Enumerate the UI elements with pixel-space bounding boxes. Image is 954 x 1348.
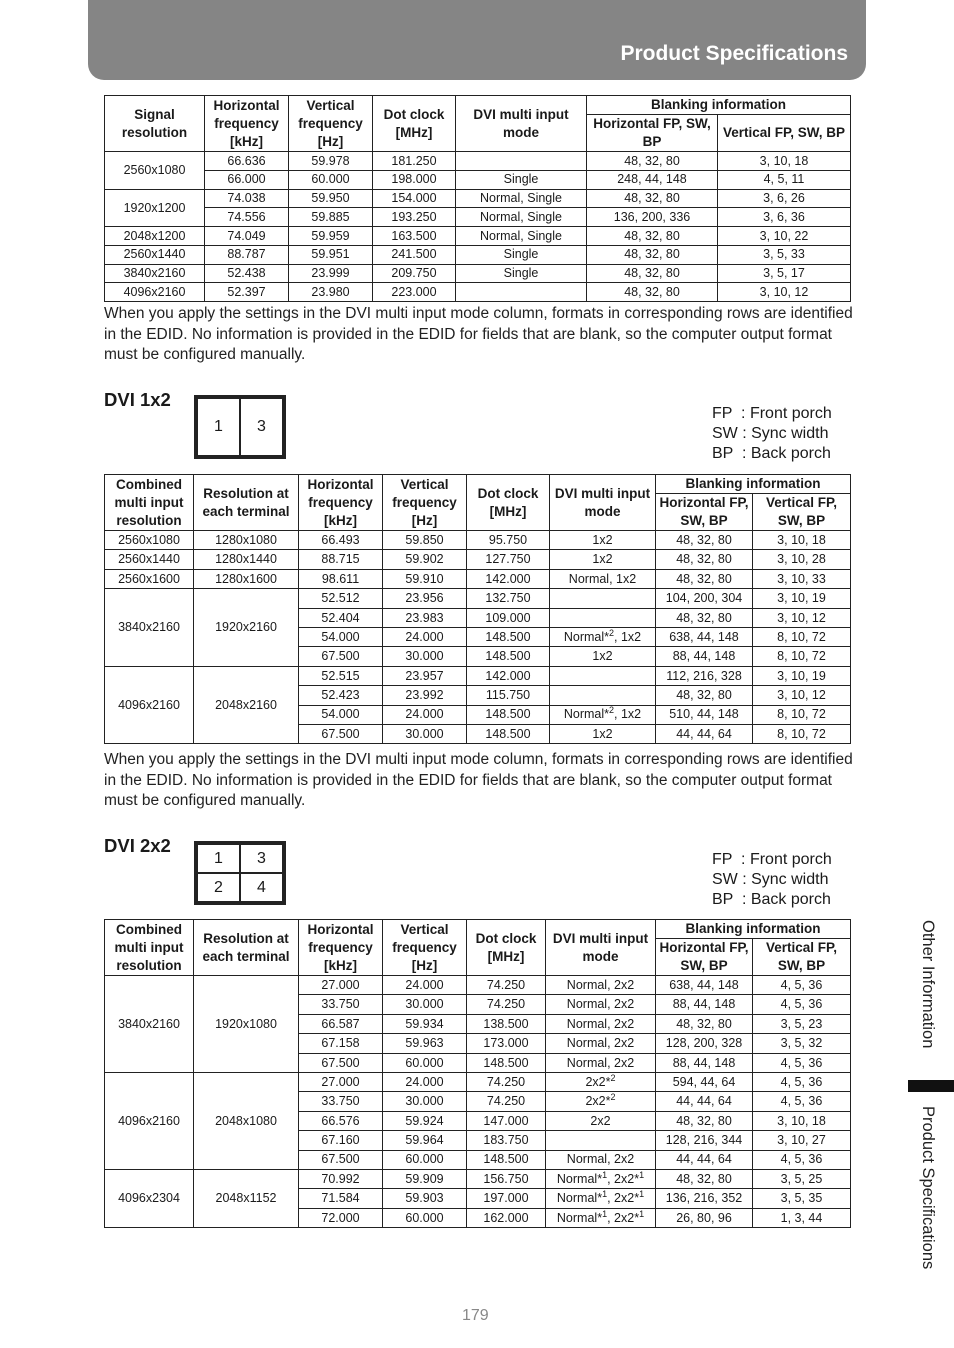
table-row bbox=[105, 283, 851, 302]
terminal-cell: 3 bbox=[240, 844, 283, 873]
table-cell: 95.750 bbox=[467, 531, 550, 550]
col-header: Vertical FP, SW, BP bbox=[753, 939, 851, 976]
table-cell: 3, 5, 25 bbox=[753, 1169, 851, 1188]
table-cell: 4, 5, 36 bbox=[753, 1053, 851, 1072]
legend-bp: BP : Back porch bbox=[712, 891, 831, 908]
footnote-marker: 1 bbox=[602, 1208, 608, 1219]
table-cell: 24.000 bbox=[383, 627, 467, 646]
terminal-cell: 2 bbox=[197, 873, 240, 902]
layout-diagram-1x2 bbox=[194, 395, 286, 459]
table-cell: 148.500 bbox=[467, 1150, 546, 1169]
table-cell: 1920x1200 bbox=[105, 189, 205, 227]
table-cell: 59.850 bbox=[383, 531, 467, 550]
table-cell: 148.500 bbox=[467, 705, 550, 724]
table-cell: 148.500 bbox=[467, 627, 550, 646]
table-cell bbox=[456, 283, 587, 302]
table-cell: Normal, 2x2 bbox=[546, 995, 656, 1014]
table-cell: 1280x1600 bbox=[194, 569, 299, 588]
table-cell: 59.951 bbox=[289, 245, 373, 264]
table-cell: 48, 32, 80 bbox=[587, 152, 718, 171]
side-tab-marker bbox=[908, 1080, 954, 1092]
table-cell: 66.587 bbox=[299, 1014, 383, 1033]
table-cell: 3, 10, 12 bbox=[753, 686, 851, 705]
footnote-marker: 2 bbox=[610, 1092, 616, 1103]
table-cell: Normal*$^1$, 2x2*$^1$ bbox=[546, 1189, 656, 1208]
table-cell: 74.038 bbox=[205, 189, 289, 208]
table-cell: Normal*$^1$, 2x2*$^1$ bbox=[546, 1169, 656, 1188]
table-cell: 70.992 bbox=[299, 1169, 383, 1188]
table-cell: 59.978 bbox=[289, 152, 373, 171]
footnote-marker: 1 bbox=[602, 1189, 608, 1200]
dvi-1x2-table bbox=[104, 474, 851, 744]
legend-sw: SW : Sync width bbox=[712, 871, 829, 888]
legend bbox=[712, 850, 832, 910]
table-cell: 2560x1440 bbox=[105, 245, 205, 264]
table-cell: 248, 44, 148 bbox=[587, 170, 718, 189]
table-cell: 510, 44, 148 bbox=[656, 705, 753, 724]
table-cell: 223.000 bbox=[373, 283, 456, 302]
table-cell: 59.909 bbox=[383, 1169, 467, 1188]
table-cell: 74.049 bbox=[205, 227, 289, 246]
table-cell: 132.750 bbox=[467, 589, 550, 608]
table-cell: 52.397 bbox=[205, 283, 289, 302]
table-cell: 59.924 bbox=[383, 1111, 467, 1130]
table-cell: 8, 10, 72 bbox=[753, 705, 851, 724]
table-cell: 48, 32, 80 bbox=[587, 227, 718, 246]
terminal-cell: 1 bbox=[197, 398, 240, 456]
table-cell: 162.000 bbox=[467, 1208, 546, 1227]
table-cell bbox=[550, 686, 656, 705]
table-cell: 66.636 bbox=[205, 152, 289, 171]
table-cell: 127.750 bbox=[467, 550, 550, 569]
table-cell: 59.964 bbox=[383, 1131, 467, 1150]
table-cell: 67.158 bbox=[299, 1034, 383, 1053]
page-number: 179 bbox=[462, 1307, 489, 1324]
table-cell: 48, 32, 80 bbox=[656, 569, 753, 588]
col-header: Blanking information bbox=[656, 475, 851, 494]
table-cell: 112, 216, 328 bbox=[656, 666, 753, 685]
table-cell: 33.750 bbox=[299, 1092, 383, 1111]
table-cell: 23.999 bbox=[289, 264, 373, 283]
table-cell: 8, 10, 72 bbox=[753, 724, 851, 743]
table-cell: 48, 32, 80 bbox=[656, 1169, 753, 1188]
table-cell: 2048x1152 bbox=[194, 1169, 299, 1227]
table-cell: 59.963 bbox=[383, 1034, 467, 1053]
table-cell: 181.250 bbox=[373, 152, 456, 171]
table-cell: 1x2 bbox=[550, 550, 656, 569]
table-row bbox=[105, 152, 851, 171]
table-cell bbox=[550, 666, 656, 685]
table-cell: 24.000 bbox=[383, 976, 467, 995]
table-row bbox=[105, 170, 851, 189]
table-cell bbox=[456, 152, 587, 171]
col-header: Horizontal FP, SW, BP bbox=[656, 939, 753, 976]
table-row bbox=[105, 208, 851, 227]
table-row bbox=[105, 264, 851, 283]
table-cell: 3, 10, 18 bbox=[753, 531, 851, 550]
table-cell: 30.000 bbox=[383, 1092, 467, 1111]
table-cell: 4096x2304 bbox=[105, 1169, 194, 1227]
col-header: Horizontal frequency [kHz] bbox=[299, 475, 383, 531]
table-cell: 59.902 bbox=[383, 550, 467, 569]
table-row bbox=[105, 589, 851, 608]
table-cell: 74.250 bbox=[467, 1072, 546, 1091]
table-cell: 67.500 bbox=[299, 1053, 383, 1072]
table-cell: 60.000 bbox=[383, 1053, 467, 1072]
table-cell: 3, 5, 23 bbox=[753, 1014, 851, 1033]
table-cell: 2048x2160 bbox=[194, 666, 299, 744]
layout-diagram-2x2 bbox=[194, 841, 286, 905]
table-cell: 59.934 bbox=[383, 1014, 467, 1033]
table-cell: 638, 44, 148 bbox=[656, 976, 753, 995]
signal-table bbox=[104, 95, 851, 302]
col-header: Blanking information bbox=[656, 920, 851, 939]
table-cell: 2560x1080 bbox=[105, 531, 194, 550]
table-cell: 3, 10, 19 bbox=[753, 666, 851, 685]
table-row bbox=[105, 531, 851, 550]
table-cell: Normal, 2x2 bbox=[546, 1053, 656, 1072]
table-cell: 67.500 bbox=[299, 647, 383, 666]
table-cell: 3, 6, 26 bbox=[718, 189, 851, 208]
table-cell: 241.500 bbox=[373, 245, 456, 264]
table-cell: 183.750 bbox=[467, 1131, 546, 1150]
section-title: DVI 2x2 bbox=[104, 835, 171, 856]
table-cell: 52.512 bbox=[299, 589, 383, 608]
table-cell: Normal, 2x2 bbox=[546, 976, 656, 995]
table-cell: 3, 5, 17 bbox=[718, 264, 851, 283]
col-header: Combined multi input resolution bbox=[105, 475, 194, 531]
footnote-marker: 2 bbox=[610, 1072, 616, 1083]
table-row bbox=[105, 550, 851, 569]
table-cell: 48, 32, 80 bbox=[587, 245, 718, 264]
footnote-marker: 2 bbox=[609, 627, 615, 638]
table-cell: 30.000 bbox=[383, 995, 467, 1014]
table-cell: 60.000 bbox=[289, 170, 373, 189]
table-cell: 66.000 bbox=[205, 170, 289, 189]
table-cell: 23.956 bbox=[383, 589, 467, 608]
table-cell: 3, 5, 35 bbox=[753, 1189, 851, 1208]
table-cell: 136, 200, 336 bbox=[587, 208, 718, 227]
table-cell: 3, 5, 32 bbox=[753, 1034, 851, 1053]
table-cell: 2x2 bbox=[546, 1111, 656, 1130]
table-cell: 3, 10, 18 bbox=[753, 1111, 851, 1130]
table-cell: 4, 5, 36 bbox=[753, 1092, 851, 1111]
col-header: Horizontal frequency [kHz] bbox=[299, 920, 383, 976]
table-cell: 1x2 bbox=[550, 647, 656, 666]
table-cell: Normal*$^2$, 1x2 bbox=[550, 627, 656, 646]
table-cell bbox=[546, 1131, 656, 1150]
table-cell: 1920x1080 bbox=[194, 976, 299, 1073]
table-cell: 2560x1600 bbox=[105, 569, 194, 588]
table-cell: 26, 80, 96 bbox=[656, 1208, 753, 1227]
table-cell: 52.423 bbox=[299, 686, 383, 705]
table-cell: 48, 32, 80 bbox=[587, 283, 718, 302]
table-cell: 109.000 bbox=[467, 608, 550, 627]
table-cell: 128, 200, 328 bbox=[656, 1034, 753, 1053]
table-row bbox=[105, 227, 851, 246]
table-cell: 52.515 bbox=[299, 666, 383, 685]
table-cell: 3, 5, 33 bbox=[718, 245, 851, 264]
footnote-marker: 1 bbox=[639, 1189, 645, 1200]
table-cell: 1280x1440 bbox=[194, 550, 299, 569]
table-cell: 59.950 bbox=[289, 189, 373, 208]
table-cell: 4, 5, 36 bbox=[753, 995, 851, 1014]
table-cell: 88.787 bbox=[205, 245, 289, 264]
table-cell: Single bbox=[456, 245, 587, 264]
table-cell: 104, 200, 304 bbox=[656, 589, 753, 608]
col-header: Horizontal FP, SW, BP bbox=[587, 115, 718, 152]
table-cell: 52.404 bbox=[299, 608, 383, 627]
table-cell: 138.500 bbox=[467, 1014, 546, 1033]
table-cell: 2048x1080 bbox=[194, 1072, 299, 1169]
table-cell: Normal, 2x2 bbox=[546, 1034, 656, 1053]
table-cell: 27.000 bbox=[299, 976, 383, 995]
table-cell: 23.983 bbox=[383, 608, 467, 627]
table-cell: 4096x2160 bbox=[105, 666, 194, 744]
terminal-cell: 4 bbox=[240, 873, 283, 902]
edid-note: When you apply the settings in the DVI multi input mode column, formats in corresponding rows are identified in the EDID. No information is provided in the EDID for fields that are blank, so the computer output format must be configured manually. bbox=[104, 751, 853, 809]
table-cell: 3840x2160 bbox=[105, 976, 194, 1073]
table-cell: 3840x2160 bbox=[105, 264, 205, 283]
footnote-marker: 2 bbox=[609, 705, 615, 716]
table-cell: 66.493 bbox=[299, 531, 383, 550]
table-cell: 48, 32, 80 bbox=[656, 686, 753, 705]
table-cell: 136, 216, 352 bbox=[656, 1189, 753, 1208]
table-cell: 59.903 bbox=[383, 1189, 467, 1208]
table-cell: 27.000 bbox=[299, 1072, 383, 1091]
table-cell: Single bbox=[456, 264, 587, 283]
terminal-cell: 1 bbox=[197, 844, 240, 873]
table-cell: 3, 10, 18 bbox=[718, 152, 851, 171]
table-cell: 2x2*$^2$ bbox=[546, 1072, 656, 1091]
table-cell: 142.000 bbox=[467, 666, 550, 685]
table-cell: 147.000 bbox=[467, 1111, 546, 1130]
table-cell: 2560x1080 bbox=[105, 152, 205, 190]
col-header: Combined multi input resolution bbox=[105, 920, 194, 976]
col-header: Dot clock [MHz] bbox=[373, 96, 456, 152]
col-header: Vertical FP, SW, BP bbox=[753, 494, 851, 531]
table-cell: 3, 10, 22 bbox=[718, 227, 851, 246]
table-cell: Normal, Single bbox=[456, 189, 587, 208]
table-cell: 67.500 bbox=[299, 1150, 383, 1169]
table-cell: 197.000 bbox=[467, 1189, 546, 1208]
table-cell: 8, 10, 72 bbox=[753, 647, 851, 666]
table-cell: 54.000 bbox=[299, 627, 383, 646]
table-cell: 24.000 bbox=[383, 705, 467, 724]
table-cell: 60.000 bbox=[383, 1150, 467, 1169]
table-cell: 4, 5, 36 bbox=[753, 1150, 851, 1169]
table-cell bbox=[550, 608, 656, 627]
table-cell: 66.576 bbox=[299, 1111, 383, 1130]
table-cell: 3, 10, 19 bbox=[753, 589, 851, 608]
table-cell: 23.957 bbox=[383, 666, 467, 685]
side-tab-product-specifications: Product Specifications bbox=[919, 1106, 937, 1270]
table-cell: 59.910 bbox=[383, 569, 467, 588]
footnote-marker: 1 bbox=[639, 1169, 645, 1180]
col-header: Dot clock [MHz] bbox=[467, 475, 550, 531]
legend bbox=[712, 404, 832, 464]
table-cell: Normal, 1x2 bbox=[550, 569, 656, 588]
table-cell: 1x2 bbox=[550, 724, 656, 743]
table-cell: Normal*$^2$, 1x2 bbox=[550, 705, 656, 724]
table-cell: 1280x1080 bbox=[194, 531, 299, 550]
col-header: Vertical frequency [Hz] bbox=[289, 96, 373, 152]
legend-sw: SW : Sync width bbox=[712, 425, 829, 442]
col-header: Vertical FP, SW, BP bbox=[718, 115, 851, 152]
legend-fp: FP : Front porch bbox=[712, 405, 832, 422]
terminal-cell: 3 bbox=[240, 398, 283, 456]
table-cell: Normal, 2x2 bbox=[546, 1014, 656, 1033]
table-cell bbox=[550, 589, 656, 608]
table-cell: 54.000 bbox=[299, 705, 383, 724]
dvi-2x2-table bbox=[104, 919, 851, 1228]
table-cell: 173.000 bbox=[467, 1034, 546, 1053]
table-row bbox=[105, 976, 851, 995]
table-cell: 156.750 bbox=[467, 1169, 546, 1188]
table-cell: 209.750 bbox=[373, 264, 456, 283]
table-cell: 48, 32, 80 bbox=[656, 1014, 753, 1033]
table-cell: 154.000 bbox=[373, 189, 456, 208]
table-cell: 2048x1200 bbox=[105, 227, 205, 246]
table-cell: 60.000 bbox=[383, 1208, 467, 1227]
table-row bbox=[105, 1169, 851, 1188]
col-header: Signal resolution bbox=[105, 96, 205, 152]
table-row bbox=[105, 189, 851, 208]
table-cell: Normal*$^1$, 2x2*$^1$ bbox=[546, 1208, 656, 1227]
table-cell: 3, 10, 27 bbox=[753, 1131, 851, 1150]
table-cell: 4, 5, 36 bbox=[753, 1072, 851, 1091]
table-cell: 3, 10, 33 bbox=[753, 569, 851, 588]
page-title: Product Specifications bbox=[620, 42, 848, 65]
table-cell: Normal, Single bbox=[456, 208, 587, 227]
table-cell: 128, 216, 344 bbox=[656, 1131, 753, 1150]
table-row bbox=[105, 666, 851, 685]
side-tab-other-information: Other Information bbox=[919, 920, 937, 1049]
table-cell: 30.000 bbox=[383, 647, 467, 666]
col-header: Vertical frequency [Hz] bbox=[383, 920, 467, 976]
table-cell: 44, 44, 64 bbox=[656, 1150, 753, 1169]
table-cell: 1920x2160 bbox=[194, 589, 299, 667]
table-cell: 48, 32, 80 bbox=[587, 264, 718, 283]
table-cell: Single bbox=[456, 170, 587, 189]
table-cell: 3, 6, 36 bbox=[718, 208, 851, 227]
table-cell: 71.584 bbox=[299, 1189, 383, 1208]
table-cell: 4, 5, 36 bbox=[753, 976, 851, 995]
table-cell: 4096x2160 bbox=[105, 1072, 194, 1169]
table-cell: 88, 44, 148 bbox=[656, 995, 753, 1014]
col-header: DVI multi input mode bbox=[550, 475, 656, 531]
table-cell: 23.980 bbox=[289, 283, 373, 302]
table-cell: 163.500 bbox=[373, 227, 456, 246]
table-cell: 198.000 bbox=[373, 170, 456, 189]
table-cell: 1x2 bbox=[550, 531, 656, 550]
legend-fp: FP : Front porch bbox=[712, 851, 832, 868]
header-bar bbox=[88, 0, 866, 80]
table-cell: 4, 5, 11 bbox=[718, 170, 851, 189]
col-header: Horizontal frequency [kHz] bbox=[205, 96, 289, 152]
table-cell: 3, 10, 12 bbox=[753, 608, 851, 627]
table-cell: 30.000 bbox=[383, 724, 467, 743]
table-cell: 72.000 bbox=[299, 1208, 383, 1227]
table-cell: Normal, 2x2 bbox=[546, 1150, 656, 1169]
table-cell: 52.438 bbox=[205, 264, 289, 283]
col-header: Vertical frequency [Hz] bbox=[383, 475, 467, 531]
table-cell: 98.611 bbox=[299, 569, 383, 588]
col-header: DVI multi input mode bbox=[456, 96, 587, 152]
table-cell: 148.500 bbox=[467, 647, 550, 666]
legend-bp: BP : Back porch bbox=[712, 445, 831, 462]
section-title: DVI 1x2 bbox=[104, 389, 171, 410]
table-cell: 88.715 bbox=[299, 550, 383, 569]
footnote-marker: 1 bbox=[602, 1169, 608, 1180]
table-row bbox=[105, 569, 851, 588]
table-cell: 48, 32, 80 bbox=[656, 1111, 753, 1130]
table-cell: 74.250 bbox=[467, 976, 546, 995]
table-cell: 1, 3, 44 bbox=[753, 1208, 851, 1227]
col-header: Resolution at each terminal bbox=[194, 475, 299, 531]
table-cell: 44, 44, 64 bbox=[656, 1092, 753, 1111]
col-header: Dot clock [MHz] bbox=[467, 920, 546, 976]
table-row bbox=[105, 1072, 851, 1091]
table-cell: 148.500 bbox=[467, 1053, 546, 1072]
table-cell: 638, 44, 148 bbox=[656, 627, 753, 646]
table-cell: 115.750 bbox=[467, 686, 550, 705]
table-cell: 148.500 bbox=[467, 724, 550, 743]
table-cell: 193.250 bbox=[373, 208, 456, 227]
col-header: DVI multi input mode bbox=[546, 920, 656, 976]
table-cell: 3840x2160 bbox=[105, 589, 194, 667]
table-cell: 3, 10, 12 bbox=[718, 283, 851, 302]
col-header: Resolution at each terminal bbox=[194, 920, 299, 976]
table-cell: 594, 44, 64 bbox=[656, 1072, 753, 1091]
table-cell: 4096x2160 bbox=[105, 283, 205, 302]
table-cell: 48, 32, 80 bbox=[656, 550, 753, 569]
col-header: Horizontal FP, SW, BP bbox=[656, 494, 753, 531]
edid-note: When you apply the settings in the DVI multi input mode column, formats in corresponding rows are identified in the EDID. No information is provided in the EDID for fields that are blank, so the computer output format must be configured manually. bbox=[104, 305, 853, 363]
col-header: Blanking information bbox=[587, 96, 851, 115]
table-cell: 74.250 bbox=[467, 1092, 546, 1111]
table-cell: 48, 32, 80 bbox=[656, 531, 753, 550]
table-cell: 2x2*$^2$ bbox=[546, 1092, 656, 1111]
table-cell: Normal, Single bbox=[456, 227, 587, 246]
table-cell: 59.885 bbox=[289, 208, 373, 227]
table-cell: 67.500 bbox=[299, 724, 383, 743]
table-cell: 48, 32, 80 bbox=[587, 189, 718, 208]
table-cell: 3, 10, 28 bbox=[753, 550, 851, 569]
footnote-marker: 1 bbox=[639, 1208, 645, 1219]
table-cell: 44, 44, 64 bbox=[656, 724, 753, 743]
table-cell: 67.160 bbox=[299, 1131, 383, 1150]
table-cell: 88, 44, 148 bbox=[656, 1053, 753, 1072]
table-cell: 2560x1440 bbox=[105, 550, 194, 569]
table-cell: 142.000 bbox=[467, 569, 550, 588]
table-cell: 23.992 bbox=[383, 686, 467, 705]
table-cell: 33.750 bbox=[299, 995, 383, 1014]
table-cell: 74.250 bbox=[467, 995, 546, 1014]
table-cell: 8, 10, 72 bbox=[753, 627, 851, 646]
table-cell: 48, 32, 80 bbox=[656, 608, 753, 627]
table-row bbox=[105, 245, 851, 264]
table-cell: 74.556 bbox=[205, 208, 289, 227]
table-cell: 88, 44, 148 bbox=[656, 647, 753, 666]
table-cell: 24.000 bbox=[383, 1072, 467, 1091]
table-cell: 59.959 bbox=[289, 227, 373, 246]
